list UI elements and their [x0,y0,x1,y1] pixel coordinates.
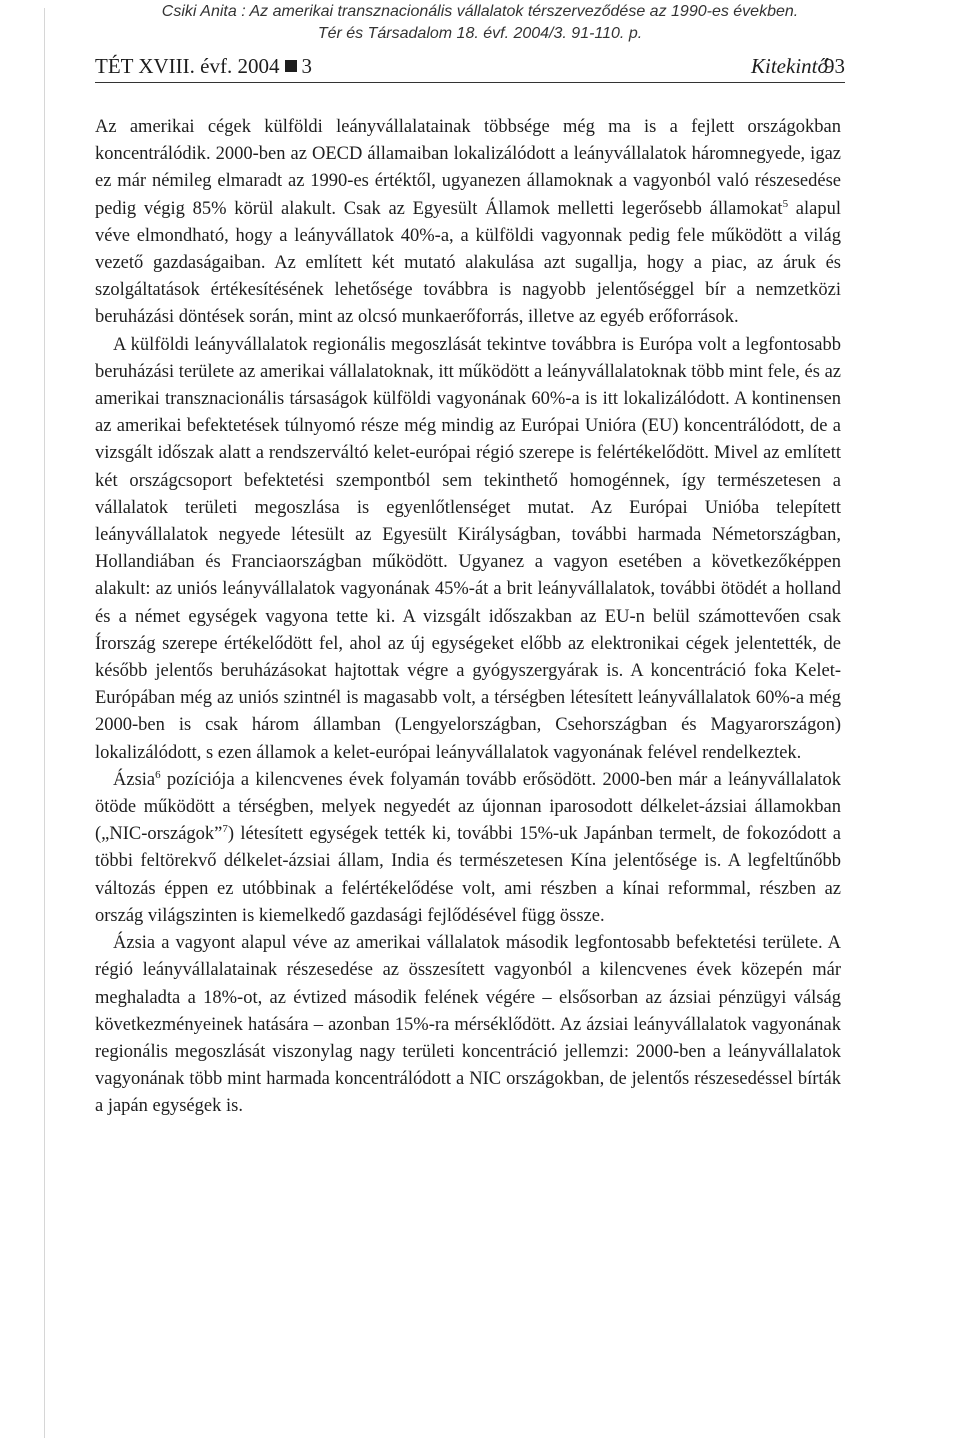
citation-header [0,0,960,45]
paragraph-2: A külföldi leányvállalatok regionális megoszlását tekintve továbbra is Európa volt a legfontosabb beruházási területe az amerikai vállalatoknak, itt működött a leányvállalatoknak több mint fele, és az amerikai transznacionális társaságok külföldi vagyonának 60%-a is itt lokalizálódott. A kontinensen az amerikai befektetések túlnyomó része még mindig az Európai Unióra (EU) koncentrálódott, de a vizsgált időszak alatt a rendszerváltó kelet-európai régió szerepe is felértékelődött. Mivel az említett két országcsoport befektetési szempontból sem tekinthető homogénnek, így természetesen a vállalatok területi megoszlása is egyenlőtlenséget mutat. Az Európai Unióba telepített leányvállalatok negyede létesült az Egyesült Királyságban, további harmada Németországban, Hollandiában és Franciaországban működött. Ugyanez a vagyon esetében a következőképpen alakult: az uniós leányvállalatok vagyonának 45%-át a brit leányvállalatok, további ötödét a holland és a német egységek vagyona tette ki. A vizsgált időszakban az EU-n belül számottevően csak Írország szerepe értékelődött fel, ahol az új egységeket előbb az elektronikai cégek jelentették, de később jelentős beruházásokat hajtottak végre a gyógyszergyárak is. A koncentráció foka Kelet-Európában még az uniós szintnél is magasabb volt, a térségben létesített leányvállalatok 60%-a még 2000-ben is csak három államban (Lengyelországban, Csehországban és Magyarországon) lokalizálódott, s ezen államok a kelet-európai leányvállalatok vagyonának felével rendelkeztek. [95,334,841,763]
citation-line-1: Csiki Anita : Az amerikai transznacionális vállalatok térszerveződése az 1990-es években. [161,3,799,20]
footnote-ref-5[interactable]: 5 [782,197,789,210]
journal-info [95,54,312,79]
paragraph-1: Az amerikai cégek külföldi leányvállalatainak többsége még ma is a fejlett országokban koncentrálódik. 2000-ben az OECD államaiban lokalizálódott a leányvállalatok háromnegyede, igaz ez már némileg elmaradt az 1990-es értéktől, ugyanezen államoknak a vagyonból való részesedése pedig végig 85% körül alakult. Csak az Egyesült Államok melletti legerősebb államokat$^5$ alapul véve elmondható, hogy a leányvállatok 40%-a, a külföldi vagyonnak pedig fele működött a világ vezető gazdaságaiban. Az említett két mutató alakulása azt sugallja, hogy a piac, az áruk és szolgáltatások értékesítésének lehetősége továbbra is nagyobb jelentőséggel bír a nemzetközi beruházási döntések során, mint az olcsó munkaerőforrás, illetve az egyéb erőforrások. [95,117,842,328]
square-bullet-icon [285,60,297,72]
paragraph-3: Ázsia$^6$ pozíciója a kilencvenes évek folyamán tovább erősödött. 2000-ben már a leányvállalatok ötöde működött a térségben, melyek negyedét az újonnan iparosodott délkelet-ázsiai államokban („NIC-országok”$^7$) létesített egységek tették ki, további 15%-uk Japánban termelt, de fokozódott a többi feltörekvő délkelet-ázsiai állam, India és természetesen Kína jelentősége is. A legfeltűnőbb változás éppen ez utóbbinak a felértékelődése volt, ami részben a kínai reformmal, részben az ország világszinten is kiemelkedő gazdasági fejlődésével függ össze. [95,768,841,926]
paragraph-4: Ázsia a vagyont alapul véve az amerikai vállalatok második legfontosabb befektetési területe. A régió leányvállalatainak részesedése az összesített vagyonból a kilencvenes évek közepén már meghaladta a 18%-ot, az évtized második felének végére – elsősorban az ázsiai pénzügyi válság következményeinek hatására – azonban 15%-ra mérséklődött. Az ázsiai leányvállalatok vagyonának regionális megoszlását viszonylag nagy területi koncentráció jellemzi: 2000-ben a leányvállalatok vagyonának több mint harmada koncentrálódott a NIC országokban, de jelentős részesedéssel bírták a japán egységek is. [95,933,841,1117]
issue-number: 3 [301,54,312,78]
journal-volume: TÉT XVIII. évf. 2004 [95,54,280,78]
footnote-ref-6[interactable]: 6 [155,768,161,781]
margin-rule [44,8,45,1438]
article-body [95,114,841,1121]
citation-line-2: Tér és Társadalom 18. évf. 2004/3. 91-110. p. [317,25,643,42]
page-number: 93 [824,54,845,78]
footnote-ref-7[interactable]: 7 [222,823,228,836]
running-head [95,54,845,83]
section-name: Kitekintő [751,54,828,78]
